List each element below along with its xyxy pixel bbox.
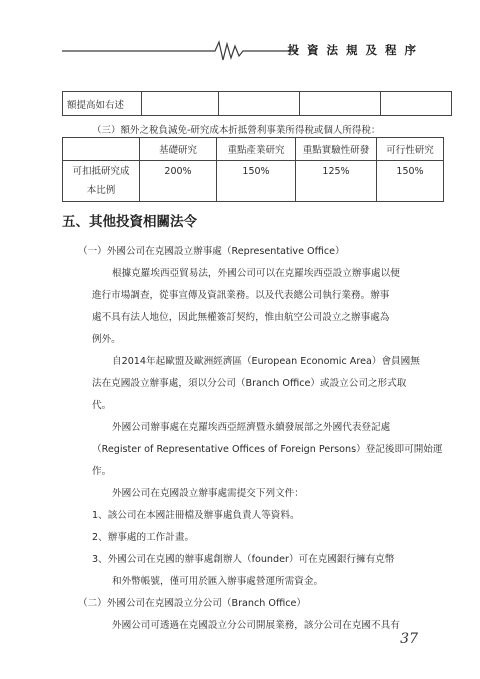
rate-table-row-label bbox=[63, 161, 140, 202]
rate-table-header-row bbox=[63, 138, 444, 161]
body-line: 法在克國設立辦事處，須以分公司（Branch Office）或設立公司之形式取 bbox=[92, 378, 407, 389]
subsection-heading: （一）外國公司在克國設立辦事處（Representative Office） bbox=[78, 246, 345, 257]
body-line: 外國公司在克國設立辦事處需提交下列文件： bbox=[112, 488, 304, 499]
top-table-empty-cell bbox=[300, 92, 381, 116]
rate-value: 125% bbox=[296, 161, 377, 202]
list-item: 2、辦事處的工作計畫。 bbox=[92, 532, 195, 543]
top-table-empty-cell bbox=[219, 92, 300, 116]
rate-table-header: 重點實驗性研發 bbox=[296, 138, 377, 161]
list-item: 1、該公司在本國註冊檔及辦事處負責人等資料。 bbox=[92, 510, 300, 521]
rate-table-row bbox=[63, 161, 444, 202]
section-title: 五、其他投資相關法令 bbox=[62, 214, 197, 230]
rate-table-corner bbox=[63, 138, 140, 161]
rate-value: 150% bbox=[377, 161, 444, 202]
rate-table-header: 重點產業研究 bbox=[217, 138, 296, 161]
rate-table bbox=[62, 137, 444, 202]
note-3: （三）額外之稅負減免-研究成本折抵營利事業所得稅或個人所得稅： bbox=[92, 125, 381, 136]
body-line: 進行市場調查，從事宣傳及資訊業務。以及代表總公司執行業務。辦事 bbox=[92, 290, 390, 301]
body-line: 作。 bbox=[92, 466, 112, 477]
body-line: 外國公司可透過在克國設立分公司開展業務，該分公司在克國不具有 bbox=[112, 620, 400, 631]
subsection-heading: （二）外國公司在克國設立分公司（Branch Office） bbox=[78, 598, 306, 609]
rate-value: 150% bbox=[217, 161, 296, 202]
body-line: 根據克羅埃西亞貿易法，外國公司可以在克羅埃西亞設立辦事處以便 bbox=[112, 268, 400, 279]
body-line: 處不具有法人地位，因此無權簽訂契約，惟由航空公司設立之辦事處為 bbox=[92, 312, 390, 323]
header-title: 投 資 法 規 及 程 序 bbox=[287, 43, 418, 57]
rate-table-header: 可行性研究 bbox=[377, 138, 444, 161]
top-table-empty-cell bbox=[381, 92, 452, 116]
list-item: 3、外國公司在克國的辦事處創辦人（founder）可在克國銀行擁有克幣 bbox=[92, 554, 395, 565]
page-number: 37 bbox=[400, 631, 418, 647]
top-table-empty-cell bbox=[142, 92, 219, 116]
list-item-continuation: 和外幣帳號，僅可用於匯入辦事處營運所需資金。 bbox=[112, 576, 324, 587]
body-line: （Register of Representative Offices of Foreign Persons）登記後即可開始運 bbox=[92, 444, 443, 455]
body-line: 例外。 bbox=[92, 334, 121, 345]
row-label-line: 本比例 bbox=[86, 185, 116, 196]
row-label-line: 可扣抵研究成 bbox=[72, 166, 130, 177]
rate-table-header: 基礎研究 bbox=[140, 138, 217, 161]
rate-value: 200% bbox=[140, 161, 217, 202]
page-header bbox=[62, 38, 418, 64]
body-line: 代。 bbox=[92, 400, 112, 411]
top-table-cell: 額提高如右述 bbox=[63, 92, 142, 116]
body-line: 自2014年起歐盟及歐洲經濟區（European Economic Area）會員國無 bbox=[112, 356, 420, 367]
body-line: 外國公司辦事處在克羅埃西亞經濟暨永續發展部之外國代表登記處 bbox=[112, 422, 391, 433]
top-table bbox=[62, 91, 452, 116]
